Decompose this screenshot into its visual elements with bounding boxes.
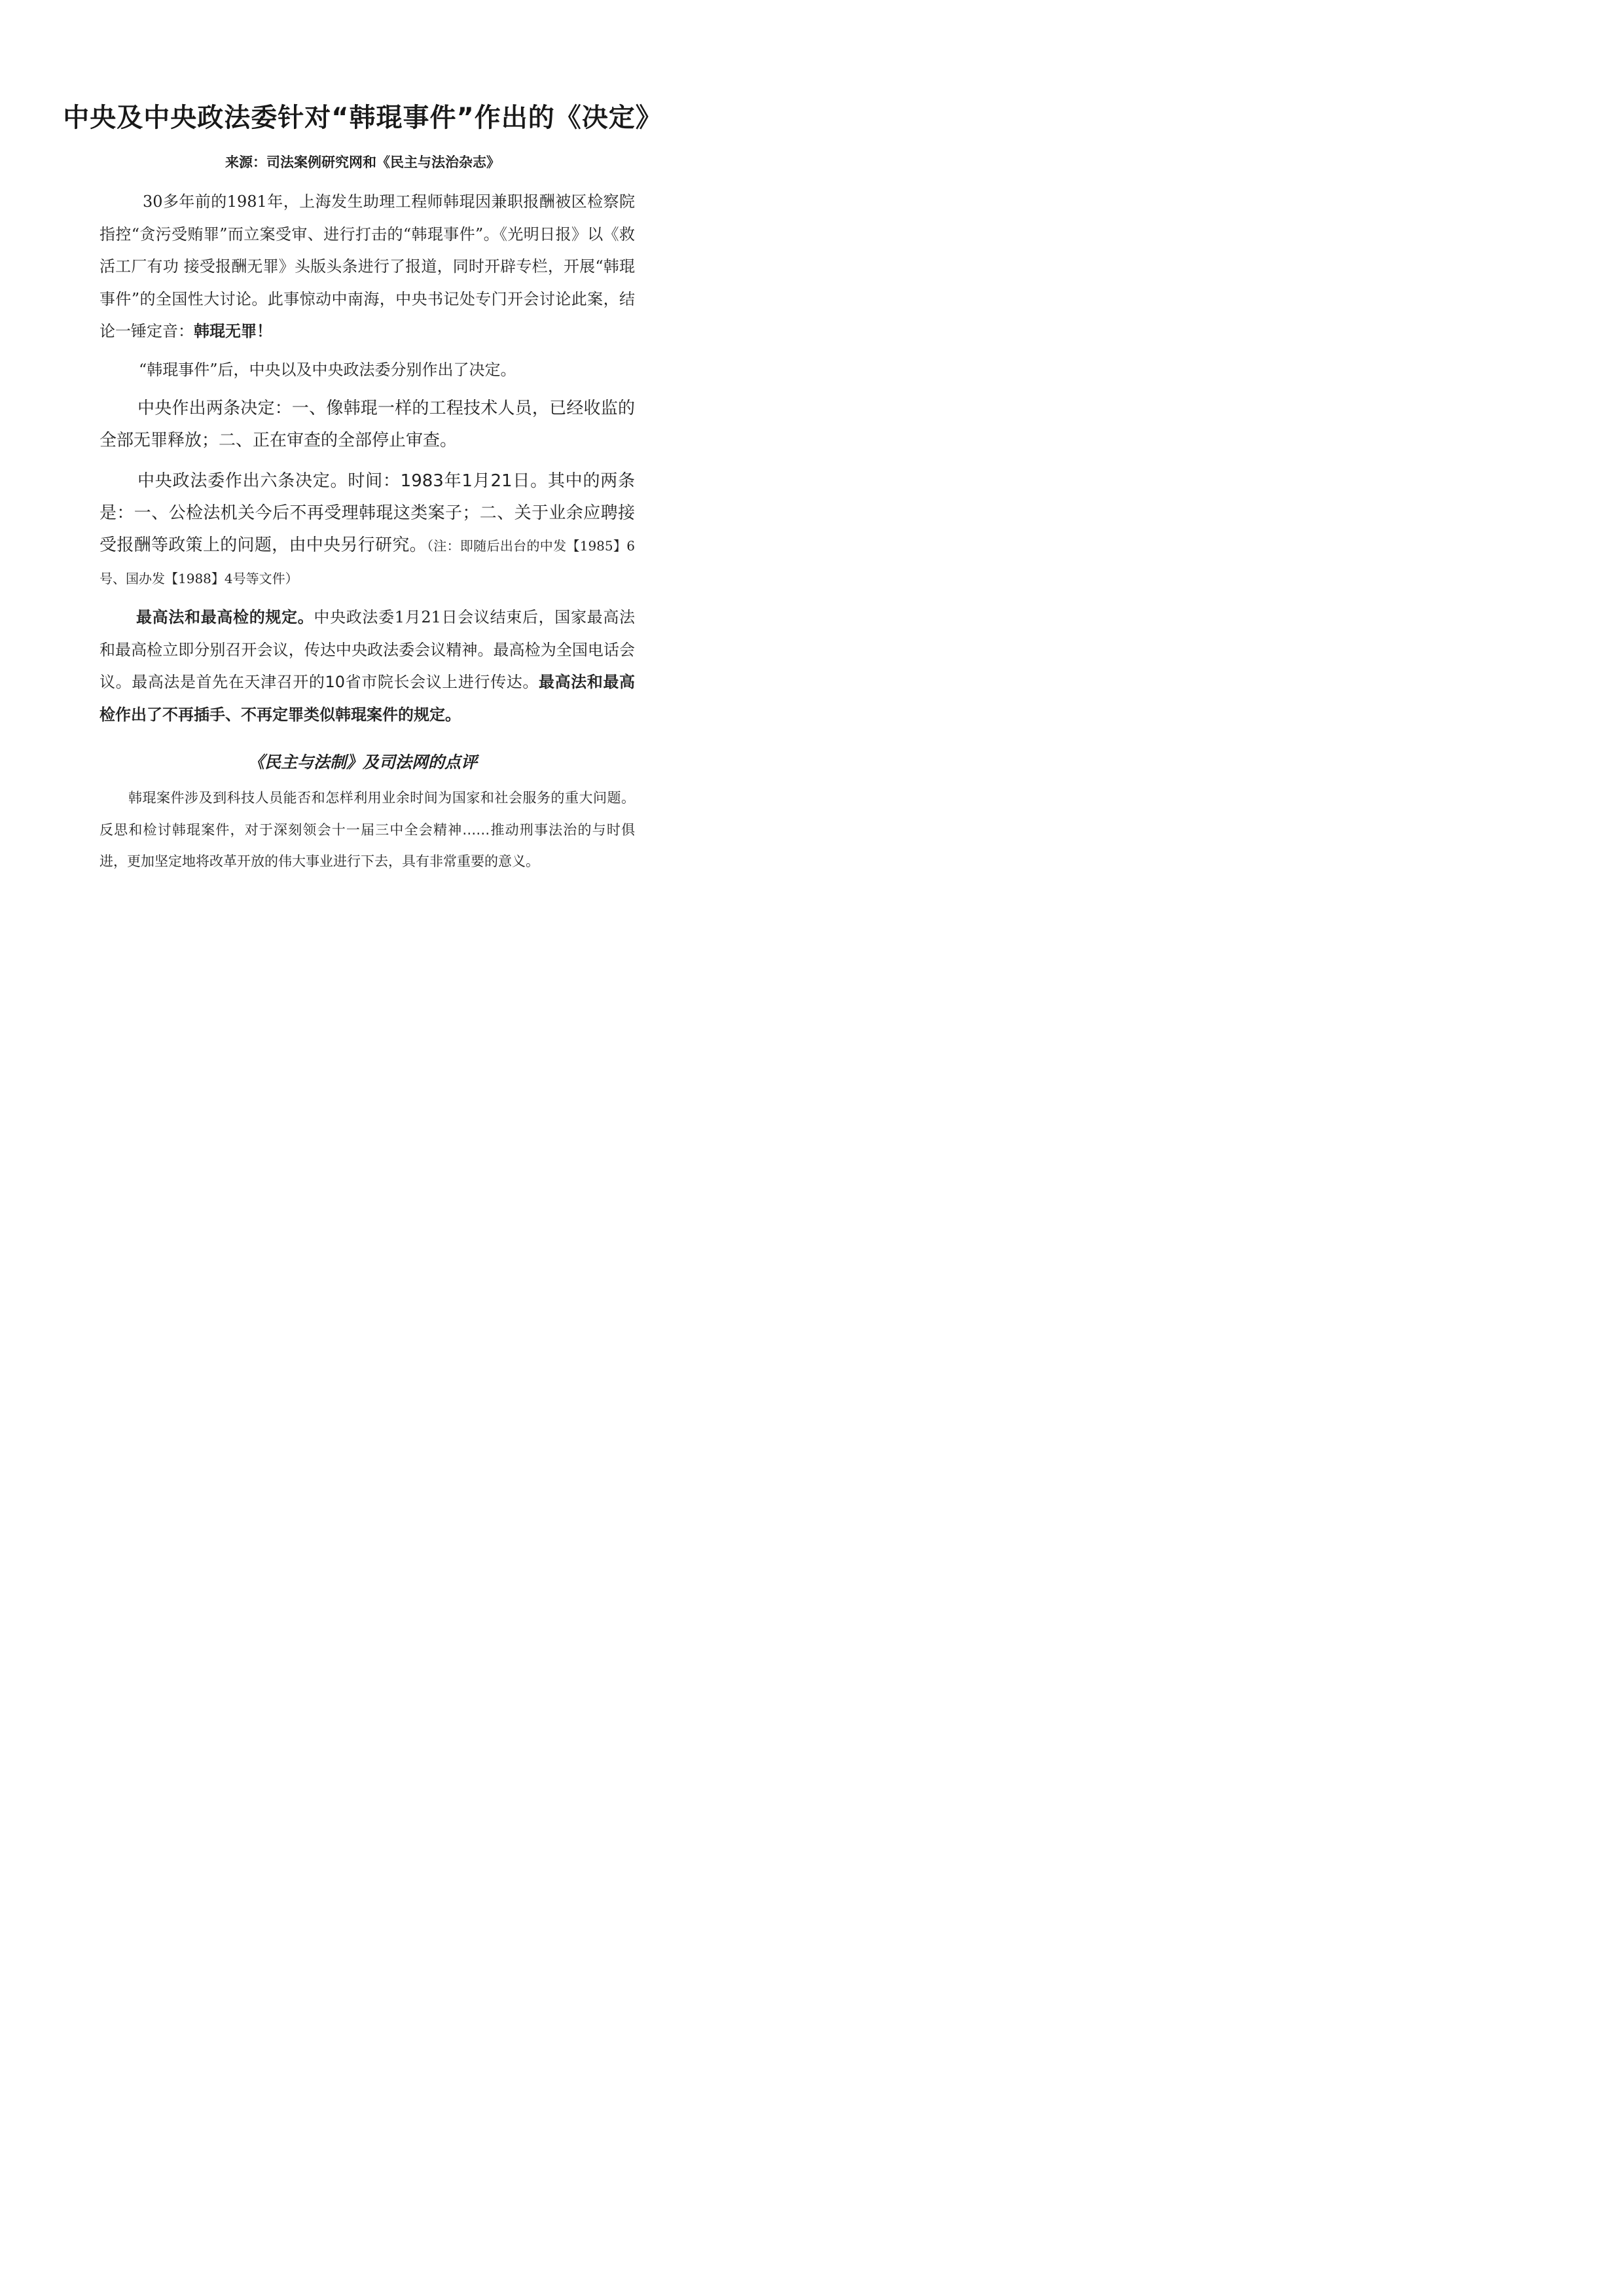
document-page <box>0 0 725 1025</box>
political-legal-decision-note: （注：即随后出台的中发【1985】6号、国办发【1988】4号等文件） <box>99 538 635 586</box>
political-legal-decision-text: 中央政法委作出六条决定。时间：1983年1月21日。其中的两条是：一、公检法机关今后不再受理韩琨这类案子；二、关于业余应聘接受报酬等政策上的问题，由中央另行研究。 <box>99 471 635 555</box>
supreme-court-body: 中央政法委1月21日会议结束后，国家最高法和最高检立即分别召开会议，传达中央政法委会议精神。最高检为全国电话会议。 <box>99 608 635 691</box>
document-title: 中央及中央政法委针对“韩琨事件”作出的《决定》 <box>63 103 662 133</box>
paragraph-decisions-intro: “韩琨事件”后，中央以及中央政法委分别作出了决定。 <box>139 361 516 379</box>
supreme-court-heading: 最高法和最高检的规定。 <box>136 608 314 626</box>
verdict-text: 韩琨无罪！ <box>194 322 272 340</box>
document-source: 来源：司法案例研究网和《民主与法治杂志》 <box>225 154 500 170</box>
paragraph-political-legal-decision <box>99 465 635 595</box>
paragraph-central-decision: 中央作出两条决定：一、像韩琨一样的工程技术人员，已经收监的全部无罪释放；二、正在审查的全部停止审查。 <box>99 399 635 450</box>
supreme-court-transmission: 最高法是首先在天津召开的10省市院长会议上进行传达。 <box>132 673 539 691</box>
supreme-court-conclusion: 最高法和最高检作出了不再插手、不再定罪类似韩琨案件的规定。 <box>99 673 636 724</box>
paragraph-background-text: 30多年前的1981年，上海发生助理工程师韩琨因兼职报酬被区检察院指控“贪污受贿罪”而立案受审、进行打击的“韩琨事件”。《光明日报》以《救活工厂有功 接受报酬无罪》头版头条进行了报道，同时开辟专栏，开展“韩琨事件”的全国性大讨论。此事惊动中南海，中央书记处专门开会讨论此案，结论一锤定音： <box>99 192 635 340</box>
review-paragraph: 韩琨案件涉及到科技人员能否和怎样利用业余时间为国家和社会服务的重大问题。反思和检讨韩琨案件，对于深刻领会十一届三中全会精神……推动刑事法治的与时俱进，更加坚定地将改革开放的伟大事业进行下去，具有非常重要的意义。 <box>99 790 635 869</box>
paragraph-supreme-court-regulation <box>99 601 635 731</box>
paragraph-background <box>99 186 635 348</box>
review-heading: 《民主与法制》及司法网的点评 <box>247 753 477 772</box>
